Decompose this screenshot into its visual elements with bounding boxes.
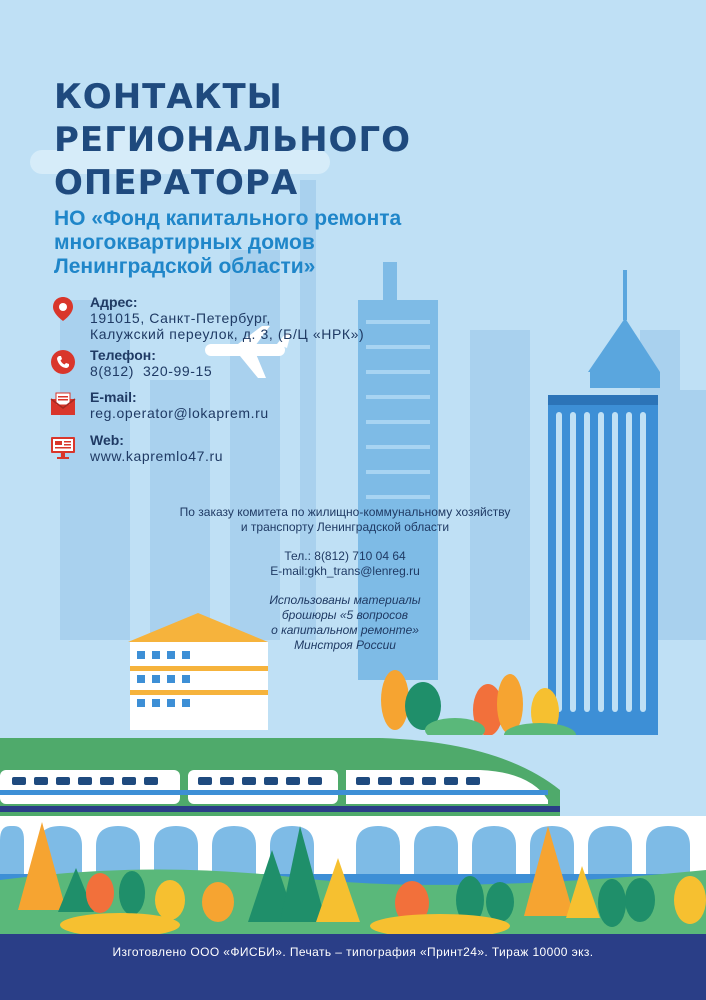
- ordered-by-block: [130, 505, 560, 653]
- source-line-2: брошюры «5 вопросов: [281, 608, 409, 622]
- phone-label: Телефон:: [90, 347, 156, 363]
- address-value-line-1: 191015, Санкт-Петербург,: [90, 310, 271, 326]
- ordered-by-email[interactable]: E-mail:gkh_trans@lenreg.ru: [270, 564, 420, 578]
- title-line-1: КОНТАКТЫ: [54, 77, 283, 117]
- email-value[interactable]: reg.operator@lokaprem.ru: [90, 405, 269, 421]
- source-line-3: о капитальном ремонте»: [271, 623, 419, 637]
- contact-email: [50, 389, 470, 423]
- page-title: [54, 76, 514, 205]
- web-label: Web:: [90, 432, 124, 448]
- source-line-1: Использованы материалы: [269, 593, 421, 607]
- footer-bar: [0, 934, 706, 1000]
- web-value[interactable]: www.kapremlo47.ru: [90, 448, 224, 464]
- email-label: E-mail:: [90, 389, 137, 405]
- organization-line-2: многоквартирных домов: [54, 231, 315, 254]
- title-line-2: РЕГИОНАЛЬНОГО: [54, 120, 412, 160]
- ordered-by-phone[interactable]: Тел.: 8(812) 710 04 64: [284, 549, 406, 563]
- source-line-4: Минстроя России: [294, 638, 396, 652]
- ordered-by-line-2: и транспорту Ленинградской области: [240, 520, 450, 534]
- organization-name: [54, 207, 534, 279]
- map-pin-icon: [50, 296, 76, 322]
- phone-value[interactable]: 8(812) 320-99-15: [90, 363, 213, 379]
- contact-address: [50, 294, 470, 342]
- envelope-icon: [50, 391, 76, 417]
- ordered-by-line-1: По заказу комитета по жилищно-коммунальному хозяйству: [179, 505, 511, 519]
- web-monitor-icon: [50, 434, 76, 460]
- organization-line-1: НО «Фонд капитального ремонта: [54, 207, 402, 230]
- contact-web: [50, 432, 470, 466]
- phone-icon: [50, 349, 76, 375]
- contact-phone: [50, 347, 470, 381]
- title-line-3: ОПЕРАТОРА: [54, 163, 299, 203]
- organization-line-3: Ленинградской области»: [54, 255, 316, 278]
- footer-text: Изготовлено ООО «ФИСБИ». Печать – типография «Принт24». Тираж 10000 экз.: [112, 945, 594, 959]
- address-value-line-2: Калужский переулок, д. 3, (Б/Ц «НРК»): [90, 326, 365, 342]
- address-label: Адрес:: [90, 294, 138, 310]
